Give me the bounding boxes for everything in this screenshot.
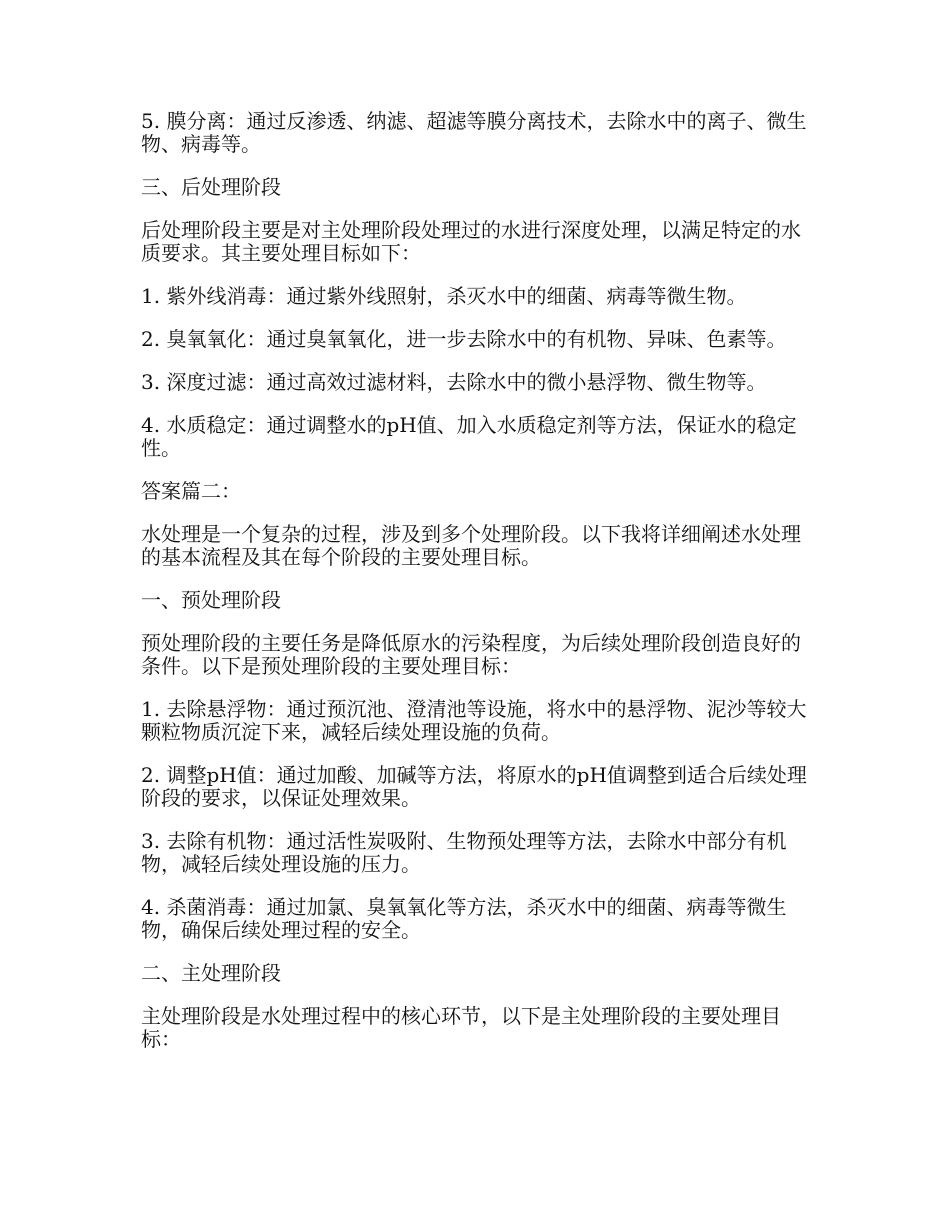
paragraph-post-treatment-intro: 后处理阶段主要是对主处理阶段处理过的水进行深度处理，以满足特定的水质要求。其主要处理目标如下： xyxy=(141,218,801,265)
paragraph-answer-two-intro: 水处理是一个复杂的过程，涉及到多个处理阶段。以下我将详细阐述水处理的基本流程及其在每个阶段的主要处理目标。 xyxy=(141,522,801,569)
heading-main-treatment: 二、主处理阶段 xyxy=(141,961,281,985)
paragraph-uv-disinfection: 1. 紫外线消毒：通过紫外线照射，杀灭水中的细菌、病毒等微生物。 xyxy=(141,284,747,308)
heading-post-treatment: 三、后处理阶段 xyxy=(141,175,281,199)
paragraph-membrane-separation: 5. 膜分离：通过反渗透、纳滤、超滤等膜分离技术，去除水中的离子、微生物、病毒等。 xyxy=(141,109,807,156)
document-page xyxy=(141,110,811,1071)
paragraph-pretreatment-intro: 预处理阶段的主要任务是降低原水的污染程度，为后续处理阶段创造良好的条件。以下是预处理阶段的主要处理目标： xyxy=(141,631,801,678)
heading-answer-two: 答案篇二： xyxy=(141,479,241,503)
heading-pretreatment: 一、预处理阶段 xyxy=(141,588,281,612)
paragraph-water-stability: 4. 水质稳定：通过调整水的pH值、加入水质稳定剂等方法，保证水的稳定性。 xyxy=(141,413,797,460)
paragraph-sterilization: 4. 杀菌消毒：通过加氯、臭氧氧化等方法，杀灭水中的细菌、病毒等微生物，确保后续处理过程的安全。 xyxy=(141,895,787,942)
paragraph-main-treatment-intro: 主处理阶段是水处理过程中的核心环节，以下是主处理阶段的主要处理目标： xyxy=(141,1004,781,1051)
paragraph-remove-organics: 3. 去除有机物：通过活性炭吸附、生物预处理等方法，去除水中部分有机物，减轻后续处理设施的压力。 xyxy=(141,829,787,876)
paragraph-deep-filtration: 3. 深度过滤：通过高效过滤材料，去除水中的微小悬浮物、微生物等。 xyxy=(141,370,767,394)
paragraph-ozone-oxidation: 2. 臭氧氧化：通过臭氧氧化，进一步去除水中的有机物、异味、色素等。 xyxy=(141,327,787,351)
paragraph-adjust-ph: 2. 调整pH值：通过加酸、加碱等方法，将原水的pH值调整到适合后续处理阶段的要求，以保证处理效果。 xyxy=(141,763,807,810)
paragraph-remove-suspended-solids: 1. 去除悬浮物：通过预沉池、澄清池等设施，将水中的悬浮物、泥沙等较大颗粒物质沉淀下来，减轻后续处理设施的负荷。 xyxy=(141,697,807,744)
